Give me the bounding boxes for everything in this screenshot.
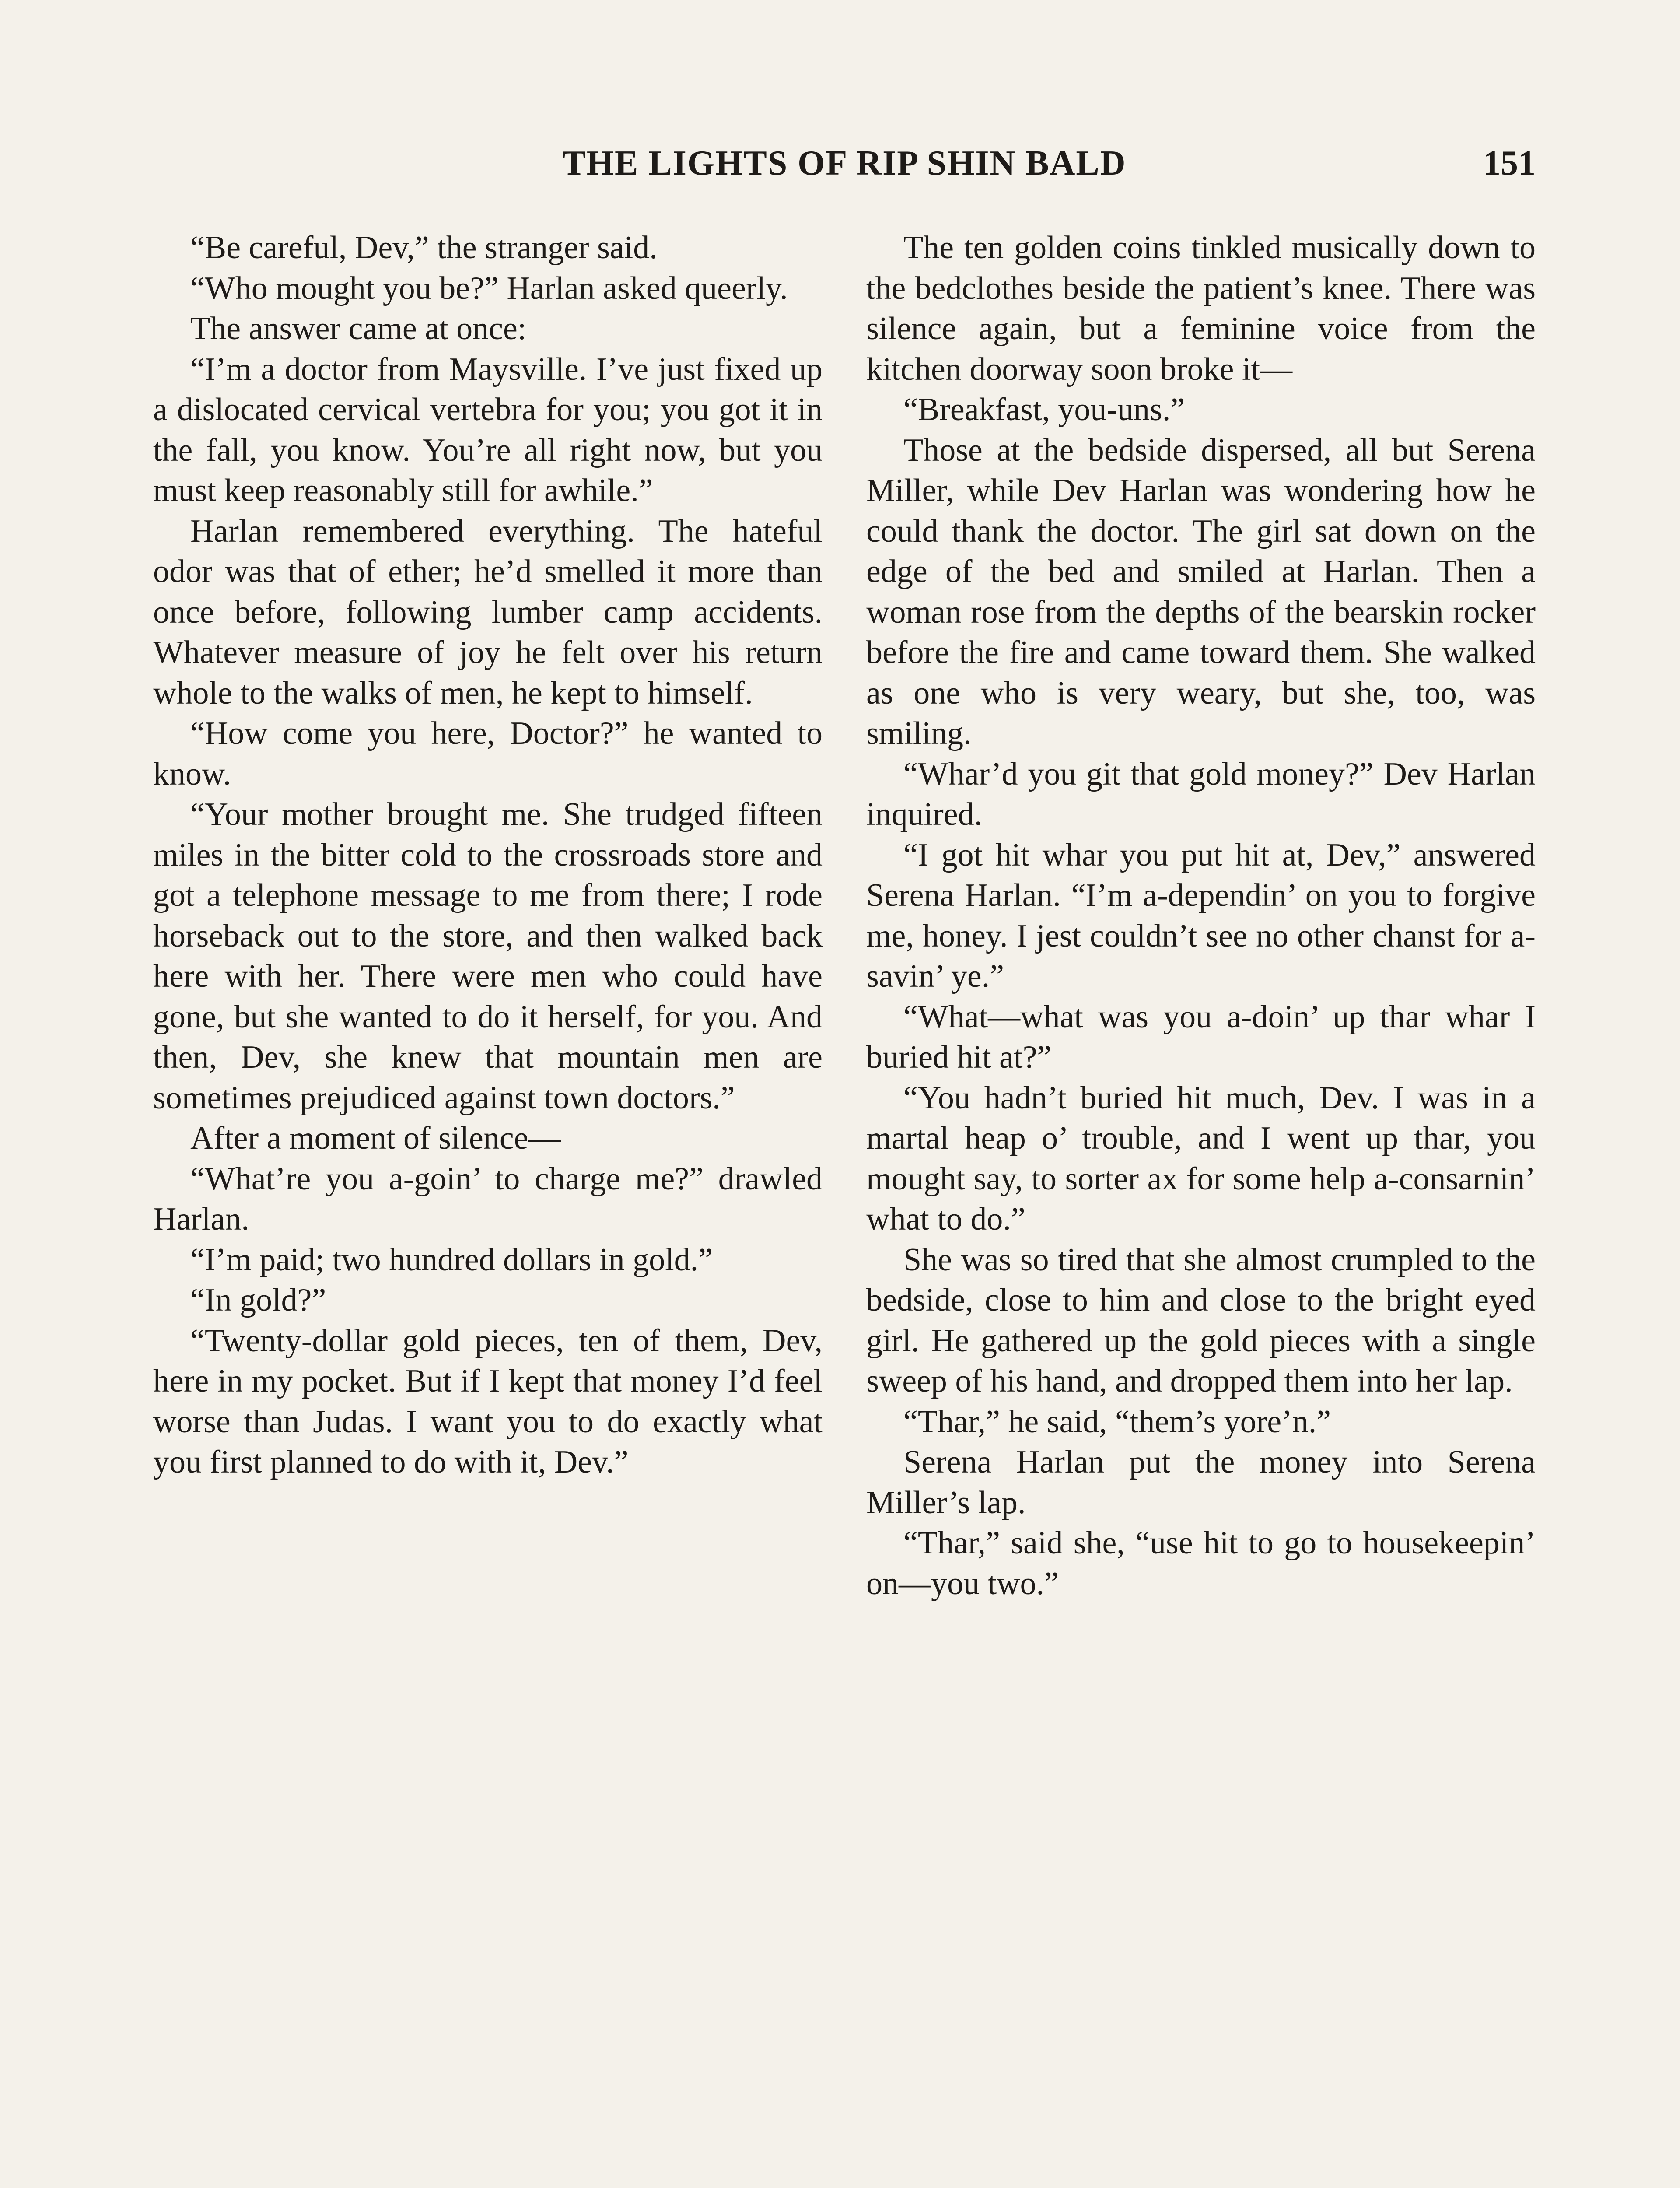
paragraph: Serena Harlan put the money into Serena Miller’s lap.	[866, 1444, 1536, 1521]
paragraph: “Thar,” said she, “use hit to go to housekeepin’ on—you two.”	[866, 1525, 1536, 1602]
paragraph: Those at the bedside dispersed, all but Serena Miller, while Dev Harlan was wondering how he could thank the doctor. The girl sat down on the edge of the bed and smiled at Harlan. Then a woman rose from the depths of the bearskin rocker before the fire and came toward them. She walked as one who is very weary, but she, too, was smiling.	[866, 432, 1536, 751]
paragraph: Harlan remembered everything. The hateful odor was that of ether; he’d smelled it more than once before, following lumber camp accidents. Whatever measure of joy he felt over his return whole to the walks of men, he kept to himself.	[153, 513, 822, 711]
paragraph: “What’re you a-goin’ to charge me?” drawled Harlan.	[153, 1161, 822, 1237]
paragraph: “Be careful, Dev,” the stranger said.	[190, 230, 658, 266]
paragraph: The ten golden coins tinkled musically down to the bedclothes beside the patient’s knee. There was silence again, but a feminine voice from the kitchen doorway soon broke it—	[866, 230, 1536, 387]
paragraph: “Twenty-dollar gold pieces, ten of them, Dev, here in my pocket. But if I kept that money I’d feel worse than Judas. I want you to do exactly what you first planned to do with it, Dev.”	[153, 1322, 822, 1480]
page-header	[153, 139, 1536, 187]
paragraph: “I got hit whar you put hit at, Dev,” answered Serena Harlan. “I’m a-dependin’ on you to forgive me, honey. I jest couldn’t see no other chanst for a-savin’ ye.”	[866, 837, 1536, 994]
paragraph: “Thar,” he said, “them’s yore’n.”	[903, 1403, 1331, 1440]
paragraph: “You hadn’t buried hit much, Dev. I was in a martal heap o’ trouble, and I went up thar, you mought say, to sorter ax for some help a-consarnin’ what to do.”	[866, 1080, 1536, 1237]
paragraph: “Breakfast, you-uns.”	[903, 392, 1185, 428]
paragraph: “Your mother brought me. She trudged fifteen miles in the bitter cold to the crossroads store and got a telephone message to me from there; I rode horseback out to the store, and then walked back here with her. There were men who could have gone, but she wanted to do it herself, for you. And then, Dev, she knew that mountain men are sometimes prejudiced against town doctors.”	[153, 796, 822, 1116]
running-title: THE LIGHTS OF RIP SHIN BALD	[562, 144, 1127, 182]
page-number: 151	[1483, 144, 1536, 182]
paragraph: “I’m a doctor from Maysville. I’ve just fixed up a dislocated cervical vertebra for you; you got it in the fall, you know. You’re all right now, but you must keep reasonably still for awhile.”	[153, 351, 822, 508]
paragraph: “Who mought you be?” Harlan asked queerly.	[190, 270, 788, 306]
right-text-column	[866, 228, 1536, 1604]
paragraph: She was so tired that she almost crumpled to the bedside, close to him and close to the bright eyed girl. He gathered up the gold pieces with a single sweep of his hand, and dropped them into her lap.	[866, 1241, 1536, 1399]
left-text-column	[153, 228, 822, 1483]
paragraph: “How come you here, Doctor?” he wanted to know.	[153, 715, 822, 792]
paragraph: The answer came at once:	[190, 311, 527, 347]
paragraph: “I’m paid; two hundred dollars in gold.”	[190, 1241, 713, 1278]
paragraph: “In gold?”	[190, 1282, 326, 1318]
paragraph: “What—what was you a-doin’ up thar whar I buried hit at?”	[866, 999, 1536, 1075]
paragraph: “Whar’d you git that gold money?” Dev Harlan inquired.	[866, 756, 1536, 832]
paragraph: After a moment of silence—	[190, 1120, 561, 1156]
